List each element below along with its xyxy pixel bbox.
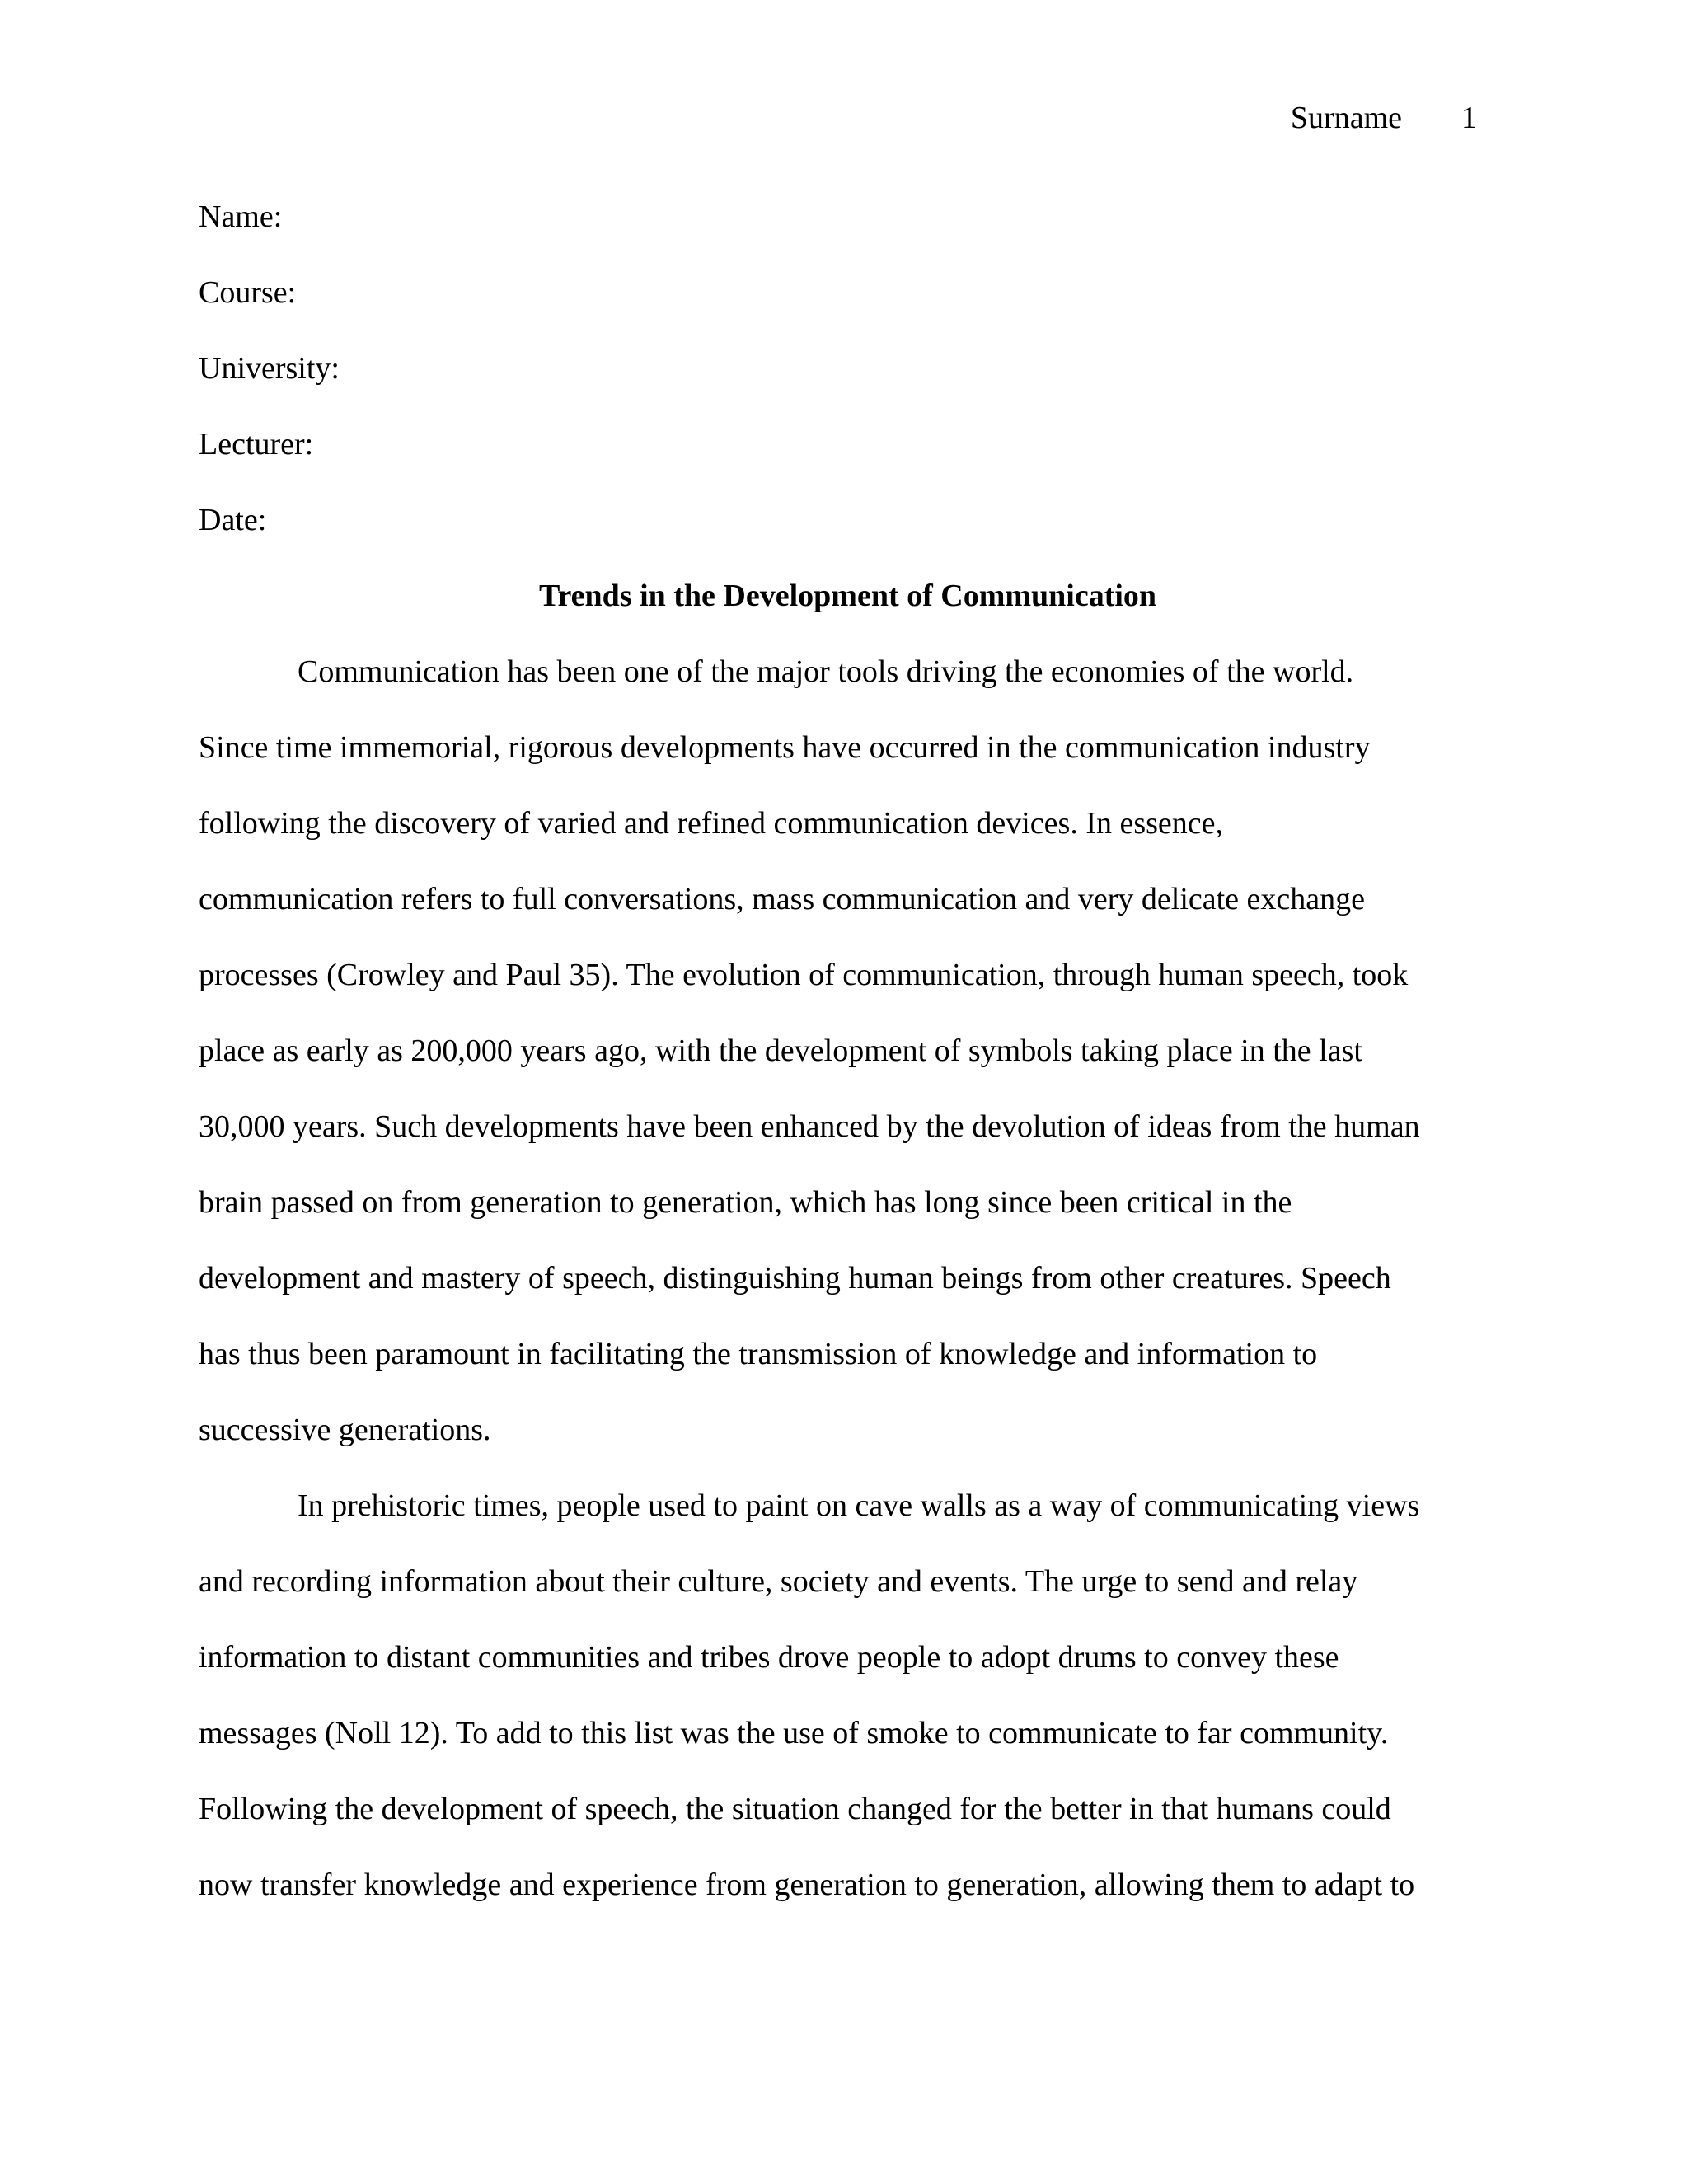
paragraph-2 (199, 1485, 1497, 1940)
paragraph-line: brain passed on from generation to generation, which has long since been critical in the (199, 1185, 1292, 1220)
paragraph-line: 30,000 years. Such developments have been enhanced by the devolution of ideas from the human (199, 1109, 1420, 1144)
paragraph-line: place as early as 200,000 years ago, with the development of symbols taking place in the last (199, 1033, 1362, 1068)
page-number: 1 (1461, 101, 1477, 135)
heading-field-name: Name: (199, 199, 283, 234)
paragraph-line: now transfer knowledge and experience from generation to generation, allowing them to adapt to (199, 1868, 1415, 1902)
paragraph-line: development and mastery of speech, distinguishing human beings from other creatures. Speech (199, 1261, 1391, 1296)
paragraph-line: following the discovery of varied and refined communication devices. In essence, (199, 806, 1224, 841)
heading-field-course: Course: (199, 275, 297, 310)
paragraph-line: messages (Noll 12). To add to this list was the use of smoke to communicate to far community. (199, 1716, 1389, 1750)
paragraph-line: Communication has been one of the major tools driving the economies of the world. (298, 654, 1354, 689)
heading-block (199, 196, 1497, 575)
paragraph-line: and recording information about their culture, society and events. The urge to send and relay (199, 1564, 1358, 1599)
paragraph-line: processes (Crowley and Paul 35). The evolution of communication, through human speech, took (199, 958, 1409, 992)
paragraph-line: has thus been paramount in facilitating the transmission of knowledge and information to (199, 1337, 1318, 1371)
document-body (199, 196, 1497, 1940)
paragraph-line: In prehistoric times, people used to paint on cave walls as a way of communicating views (298, 1488, 1420, 1523)
paragraph-line: communication refers to full conversations, mass communication and very delicate exchange (199, 882, 1366, 916)
paragraph-line: Following the development of speech, the situation changed for the better in that humans could (199, 1792, 1391, 1826)
running-header (1291, 97, 1477, 138)
paragraph-1 (199, 651, 1497, 1485)
paragraph-line: Since time immemorial, rigorous developments have occurred in the communication industry (199, 730, 1371, 765)
heading-field-date: Date: (199, 503, 267, 537)
heading-field-university: University: (199, 351, 340, 386)
paragraph-line: information to distant communities and tribes drove people to adopt drums to convey these (199, 1640, 1339, 1675)
paragraph-line: successive generations. (199, 1413, 491, 1447)
header-surname: Surname (1290, 101, 1402, 135)
heading-field-lecturer: Lecturer: (199, 427, 314, 462)
document-title: Trends in the Development of Communication (538, 579, 1157, 613)
